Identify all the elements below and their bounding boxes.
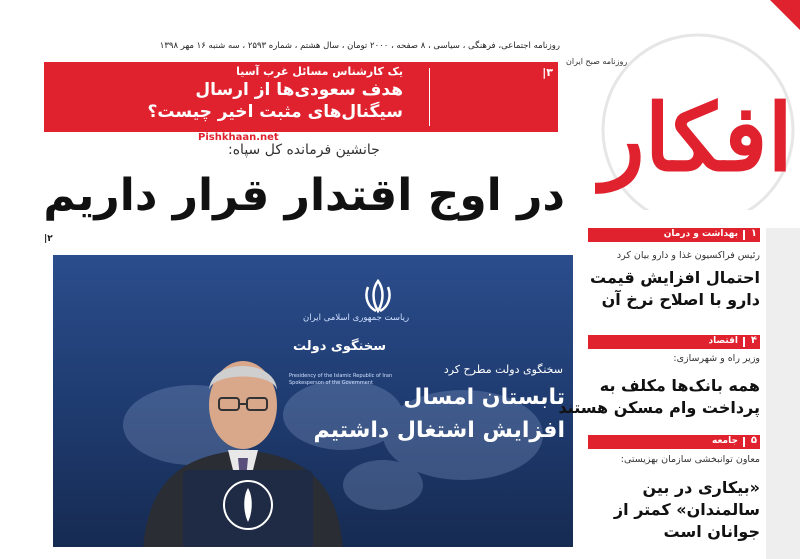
masthead-tagline: روزنامه صبح ایران [566,57,628,66]
photo-story-headline-line2: افزایش اشتغال داشتیم [313,418,565,443]
section-label: اقتصاد [708,336,738,346]
section-bar-health [588,228,760,242]
top-banner[interactable] [44,62,558,132]
banner-kicker: یک کارشناس مسائل غرب آسیا [236,65,403,78]
section-bar-economy [588,335,760,349]
section-bar-society [588,435,760,449]
section-kicker: وزیر راه و شهرسازی: [673,353,760,364]
side-news-column [558,228,760,553]
site-watermark: Pishkhaan.net [198,132,279,143]
section-headline-line[interactable]: «بیکاری در بین [642,478,760,497]
section-headline-line[interactable]: همه بانک‌ها مکلف به [599,376,760,395]
section-headline-line[interactable]: سالمندان» کمتر از [613,500,760,519]
banner-headline-line2: سیگنال‌های مثبت اخیر چیست؟ [147,102,403,122]
section-divider [743,437,745,447]
podium-graphic [173,460,323,547]
logo-text: افکار [600,84,793,192]
photo-story-kicker: سخنگوی دولت مطرح کرد [443,363,563,376]
photo-story-headline-line1: تابستان امسال [403,385,565,410]
section-label: جامعه [712,436,738,446]
masthead-logo [548,10,798,210]
section-headline-line[interactable]: پرداخت وام مسکن هستند [558,398,760,417]
section-headline-line[interactable]: جوانان است [663,522,760,541]
main-story-page-ref: ۲| [44,234,53,244]
photo-institution-line1: ریاست جمهوری اسلامی ایران [303,313,410,323]
lead-photo[interactable] [53,255,573,547]
section-divider [743,230,745,240]
banner-page-ref: ۳| [542,66,553,79]
photo-institution-english: Presidency of the Islamic Republic of Iran Spokesperson of the Government [289,373,393,386]
section-label: بهداشت و درمان [663,229,738,239]
photo-institution-line2: سخنگوی دولت [293,339,387,354]
section-number: ۱ [750,228,757,239]
section-number: ۵ [750,435,757,446]
issue-meta-line: روزنامه اجتماعی، فرهنگی ، سیاسی ، ۸ صفحه ، ۲۰۰۰ تومان ، سال هشتم ، شماره ۲۵۹۳ ، سه شنبه ۱۶ مهر ۱۳۹۸ [159,41,560,51]
right-edge-stripe [766,228,800,559]
section-divider [743,337,745,347]
emblem-icon [358,277,398,317]
section-kicker: معاون توانبخشی سازمان بهزیستی: [620,454,760,465]
section-kicker: رئیس فراکسیون غذا و دارو بیان کرد [616,250,760,261]
main-story-kicker: جانشین فرمانده کل سپاه: [228,142,380,158]
main-story-headline[interactable]: در اوج اقتدار قرار داریم [43,170,565,221]
section-headline-line[interactable]: دارو با اصلاح نرخ آن [601,290,760,309]
banner-divider [429,68,430,126]
section-headline-line[interactable]: احتمال افزایش قیمت [590,268,760,287]
banner-headline-line1: هدف سعودی‌ها از ارسال [195,80,403,100]
section-number: ۴ [750,335,757,346]
